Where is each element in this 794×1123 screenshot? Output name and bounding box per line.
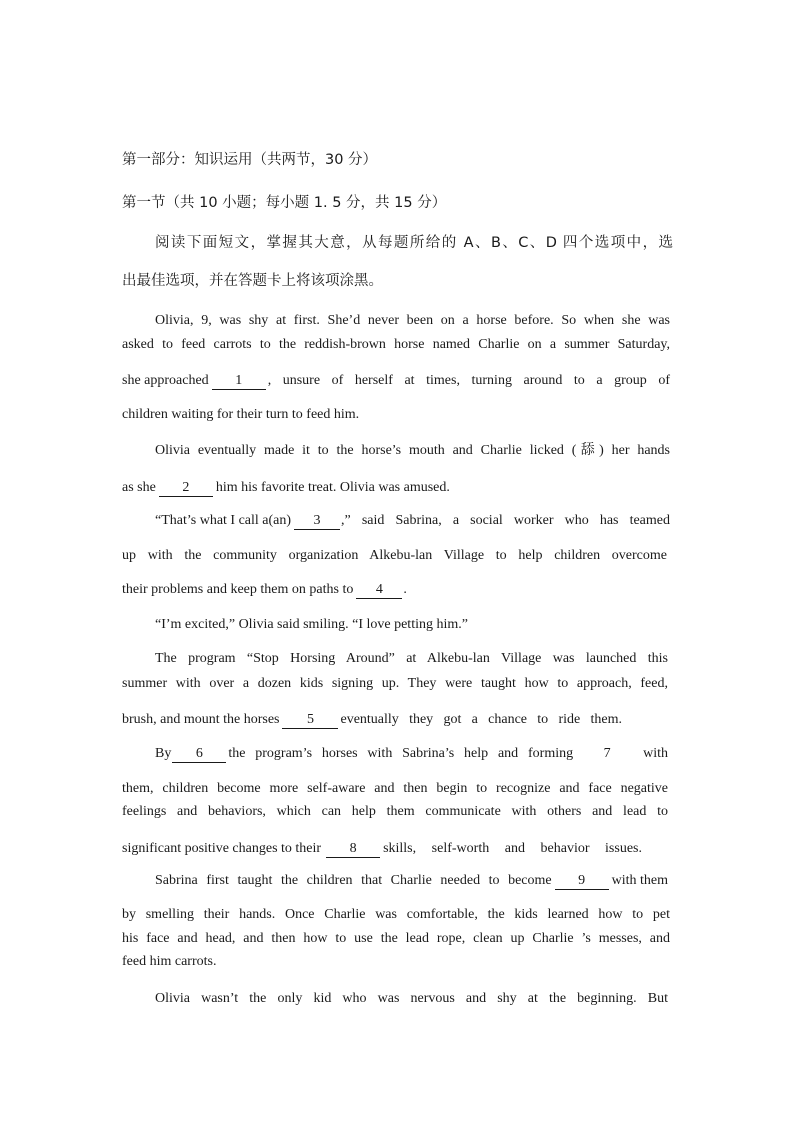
answer-blank-8: 8	[326, 841, 380, 858]
passage-text: as she	[122, 480, 156, 495]
passage-text: eventually they got a chance to ride them.	[340, 712, 622, 727]
passage-text: Sabrina first taught the children that Charlie needed to become	[155, 873, 552, 888]
passage-text: ,” said Sabrina, a social worker who has teamed	[341, 513, 670, 528]
passage-line: up with the community organization Alkebu-lan Village to help children overcome	[122, 548, 667, 563]
passage-line: “I’m excited,” Olivia said smiling. “I love petting him.”	[155, 617, 468, 632]
answer-blank-9: 9	[555, 873, 609, 890]
section-heading: 第一节（共 10 小题；每小题 1. 5 分，共 15 分）	[122, 195, 447, 211]
passage-line	[122, 372, 670, 390]
passage-text: .	[403, 582, 407, 597]
passage-text: skills, self-worth and behavior issues.	[383, 841, 642, 856]
passage-line: Olivia eventually made it to the horse’s mouth and Charlie licked (舔) her hands	[155, 443, 670, 458]
passage-line: feed him carrots.	[122, 954, 217, 969]
passage-line	[122, 711, 622, 729]
answer-blank-5: 5	[282, 712, 338, 729]
answer-blank-3: 3	[294, 513, 340, 530]
passage-text: their problems and keep them on paths to	[122, 582, 354, 597]
passage-text: with	[643, 746, 668, 761]
passage-text: the program’s horses with Sabrina’s help and forming	[228, 746, 574, 761]
answer-blank-6: 6	[172, 746, 226, 763]
passage-text: she approached	[122, 373, 209, 388]
instructions-line-1: 阅读下面短文，掌握其大意，从每题所给的 A、B、C、D 四个选项中，选	[155, 235, 673, 251]
passage-line: children waiting for their turn to feed him.	[122, 407, 360, 422]
passage-text: By	[155, 746, 172, 761]
answer-blank-4: 4	[356, 582, 402, 599]
passage-line	[155, 872, 668, 890]
instructions-line-2: 出最佳选项，并在答题卡上将该项涂黑。	[122, 273, 383, 289]
passage-line: asked to feed carrots to the reddish-brown horse named Charlie on a summer Saturday,	[122, 337, 670, 352]
passage-text: significant positive changes to their	[122, 841, 322, 856]
passage-text: , unsure of herself at times, turning around to a group of	[267, 373, 670, 388]
passage-line	[155, 512, 670, 530]
passage-line: Olivia, 9, was shy at first. She’d never been on a horse before. So when she was	[155, 313, 670, 328]
passage-line: feelings and behaviors, which can help them communicate with others and lead to	[122, 804, 668, 819]
answer-blank-7: 7	[603, 746, 611, 761]
answer-blank-2: 2	[159, 480, 213, 497]
passage-text: him his favorite treat. Olivia was amused.	[215, 480, 450, 495]
passage-line	[155, 745, 668, 763]
passage-line	[122, 479, 450, 497]
passage-line: them, children become more self-aware and then begin to recognize and face negative	[122, 781, 668, 796]
passage-line	[122, 840, 642, 858]
passage-line: summer with over a dozen kids signing up. They were taught how to approach, feed,	[122, 676, 668, 691]
passage-line: his face and head, and then how to use the lead rope, clean up Charlie ’s messes, and	[122, 931, 670, 946]
answer-blank-1: 1	[212, 373, 266, 390]
passage-line: The program “Stop Horsing Around” at Alkebu-lan Village was launched this	[155, 651, 668, 666]
passage-text: brush, and mount the horses	[122, 712, 280, 727]
part-heading: 第一部分：知识运用（共两节，30 分）	[122, 152, 378, 168]
passage-line: Olivia wasn’t the only kid who was nervous and shy at the beginning. But	[155, 991, 668, 1006]
passage-line: by smelling their hands. Once Charlie was comfortable, the kids learned how to pet	[122, 907, 670, 922]
passage-text: with them	[611, 873, 668, 888]
passage-text: “That’s what I call a(an)	[155, 513, 292, 528]
passage-line	[122, 581, 407, 599]
